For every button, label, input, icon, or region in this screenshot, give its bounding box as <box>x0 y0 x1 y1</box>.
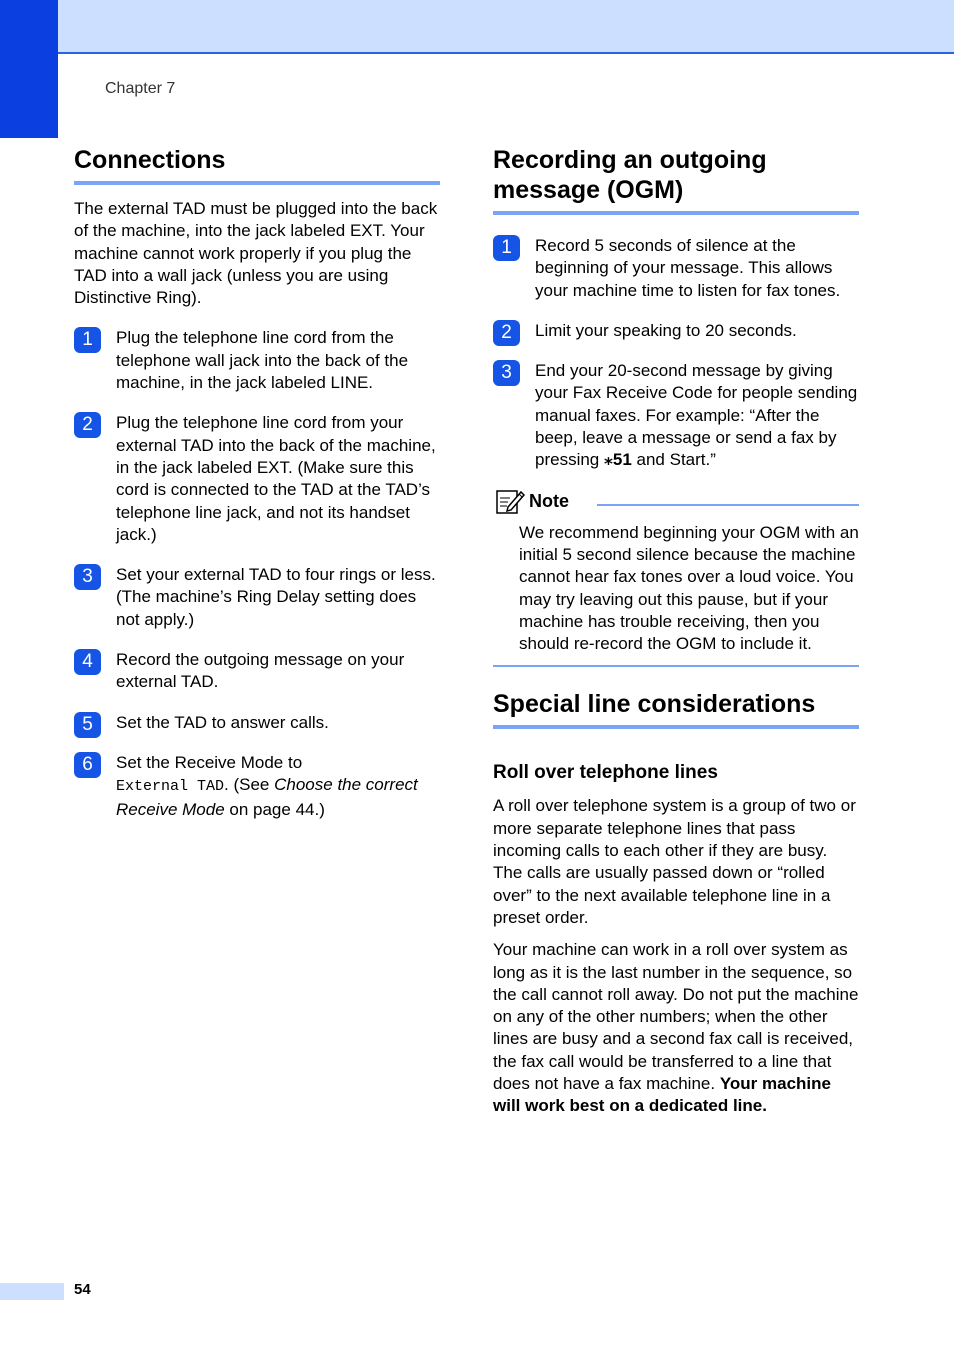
connections-intro: The external TAD must be plugged into the back of the machine, into the jack labeled EXT. Your machine cannot work properly if you plug the TAD into a wall jack (unless you are using Distinctive Ring). <box>74 199 438 308</box>
chapter-tab <box>0 0 58 138</box>
left-column <box>74 145 440 839</box>
note-label: Note <box>529 490 569 511</box>
note-text: We recommend beginning your OGM with an initial 5 second silence because the machine cannot hear fax tones over a loud voice. You may try leaving out this pause, but if your machine has trouble receiving, then you should re-record the OGM to include it. <box>519 522 859 654</box>
note-box <box>493 486 859 668</box>
list-item <box>493 235 859 302</box>
step-text: Set the TAD to answer calls. <box>116 712 329 732</box>
divider <box>597 504 859 506</box>
step-number-badge: 1 <box>74 327 101 353</box>
step-number-badge: 2 <box>493 320 520 346</box>
receive-mode-value: External TAD <box>116 778 225 796</box>
page-number: 54 <box>74 1281 91 1298</box>
section-title-special: Special line considerations <box>493 689 859 729</box>
list-item <box>74 752 440 821</box>
list-item <box>493 360 859 471</box>
note-header <box>493 486 859 516</box>
list-item <box>74 327 440 394</box>
step-text: Set the Receive Mode to <box>116 752 303 772</box>
list-item <box>74 564 440 631</box>
list-item <box>493 320 859 342</box>
roll-over-paragraph-1: A roll over telephone system is a group of two or more separate telephone lines that pass incoming calls to each other if they are busy. The calls are usually passed down or “rolled over” to the next available telephone line in a preset order. <box>493 796 856 927</box>
step-text: Record 5 seconds of silence at the beginning of your message. This allows your machine time to listen for fax tones. <box>535 236 841 300</box>
step-number-badge: 4 <box>74 649 101 675</box>
cross-reference-link[interactable]: Choose the correct Receive Mode <box>116 775 418 819</box>
step-number-badge: 2 <box>74 412 101 438</box>
step-number-badge: 3 <box>493 360 520 386</box>
list-item <box>74 712 440 734</box>
step-text: on page 44.) <box>224 799 325 819</box>
footer-tab <box>0 1283 64 1300</box>
step-text: End your 20-second message by giving your Fax Receive Code for people sending manual faxes. For example: “After the beep, leave a message or send a fax by pressing <box>535 361 858 470</box>
fax-receive-code: ⁎51 <box>603 450 632 470</box>
chapter-label: Chapter 7 <box>105 80 176 97</box>
ogm-steps <box>493 235 859 472</box>
step-text: Set your external TAD to four rings or less. (The machine’s Ring Delay setting does not apply.) <box>116 565 436 629</box>
connections-steps <box>74 327 440 820</box>
step-text: Limit your speaking to 20 seconds. <box>535 320 797 340</box>
step-number-badge: 1 <box>493 235 520 261</box>
step-text: Record the outgoing message on your external TAD. <box>116 650 405 692</box>
step-number-badge: 3 <box>74 564 101 590</box>
subsection-title-roll-over: Roll over telephone lines <box>493 762 718 784</box>
section-title-ogm: Recording an outgoing message (OGM) <box>493 145 859 215</box>
section-title-connections: Connections <box>74 145 440 185</box>
paragraph-text: Your machine can work in a roll over system as long as it is the last number in the sequence, so the call cannot roll away. Do not put the machine on any of the other numbers; when the other lines are busy and a second fax call is received, the fax call would be transferred to a line that does not have a fax machine. <box>493 940 859 1094</box>
step-text: . (See <box>224 775 275 795</box>
roll-over-paragraph-2 <box>493 939 859 1117</box>
right-column <box>493 145 859 1128</box>
header-band <box>0 0 954 54</box>
note-pencil-icon <box>495 486 525 516</box>
step-text: Plug the telephone line cord from the telephone wall jack into the back of the machine, in the jack labeled LINE. <box>116 328 409 393</box>
step-number-badge: 6 <box>74 752 101 778</box>
step-number-badge: 5 <box>74 712 101 738</box>
step-text: Plug the telephone line cord from your external TAD into the back of the machine, in the jack labeled EXT. (Make sure this cord is connected to the TAD at the TAD’s telephone line jack, and not its handset jack.) <box>116 413 436 544</box>
list-item <box>74 412 440 546</box>
step-text: and Start.” <box>631 450 716 470</box>
paragraph-emphasis: Your machine will work best on a dedicated line. <box>493 1074 831 1116</box>
list-item <box>74 649 440 694</box>
